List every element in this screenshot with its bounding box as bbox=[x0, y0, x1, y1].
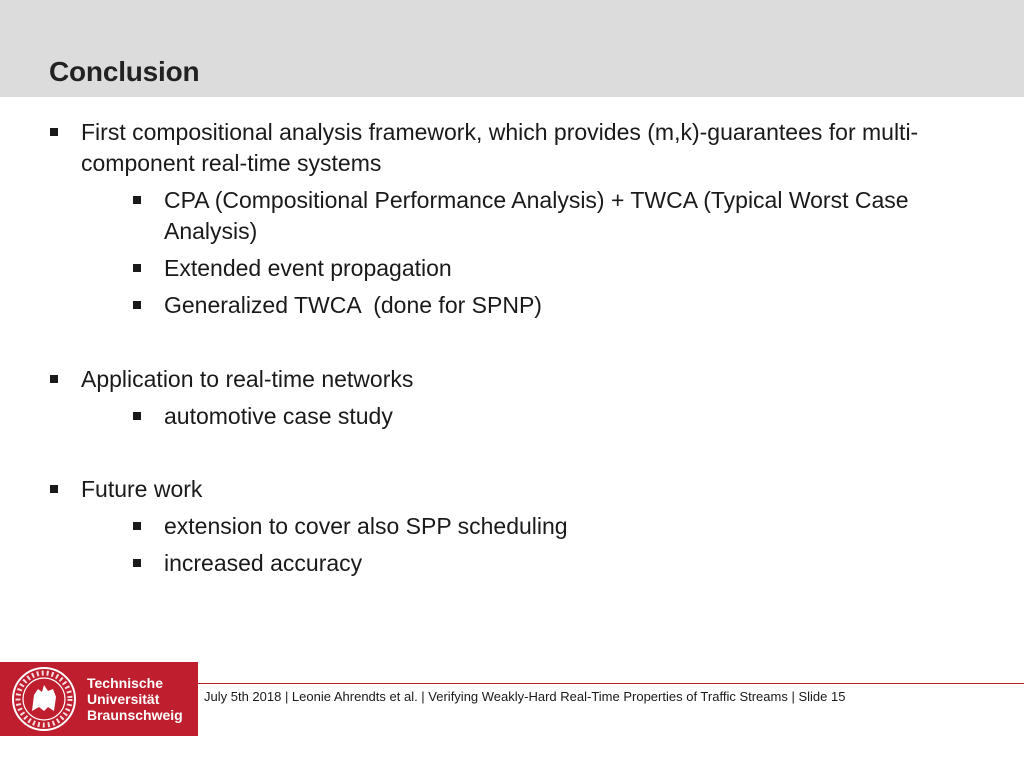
footer-citation: July 5th 2018 | Leonie Ahrendts et al. | Verifying Weakly-Hard Real-Time Properties of Traffic Streams | Slide 15 bbox=[204, 689, 846, 704]
sub-bullet-item bbox=[164, 548, 954, 579]
university-logo bbox=[0, 662, 198, 736]
slide-title: Conclusion bbox=[49, 56, 200, 87]
logo-line: Technische bbox=[87, 675, 163, 691]
square-bullet-icon bbox=[50, 128, 58, 136]
bullet-text: First compositional analysis framework, which provides (m,k)-guarantees for multi-component real-time systems bbox=[81, 119, 919, 176]
square-bullet-icon bbox=[50, 485, 58, 493]
square-bullet-icon bbox=[50, 375, 58, 383]
logo-wordmark bbox=[87, 675, 183, 723]
bullet-item bbox=[81, 117, 961, 179]
bullet-text: Application to real-time networks bbox=[81, 366, 414, 392]
university-seal-icon bbox=[10, 665, 78, 733]
bullet-text: Future work bbox=[81, 476, 203, 502]
bullet-text: automotive case study bbox=[164, 403, 393, 429]
square-bullet-icon bbox=[133, 196, 141, 204]
sub-bullet-item bbox=[164, 401, 954, 432]
sub-bullet-item bbox=[164, 253, 954, 284]
square-bullet-icon bbox=[133, 301, 141, 309]
sub-bullet-item bbox=[164, 511, 954, 542]
square-bullet-icon bbox=[133, 412, 141, 420]
footer-divider bbox=[198, 683, 1024, 684]
logo-line: Universität bbox=[87, 691, 160, 707]
square-bullet-icon bbox=[133, 522, 141, 530]
bullet-item bbox=[81, 364, 961, 395]
bullet-text: CPA (Compositional Performance Analysis) + TWCA (Typical Worst Case Analysis) bbox=[164, 187, 909, 244]
bullet-text: increased accuracy bbox=[164, 550, 363, 576]
logo-line: Braunschweig bbox=[87, 707, 183, 723]
bullet-item bbox=[81, 474, 961, 505]
bullet-text: Extended event propagation bbox=[164, 255, 452, 281]
sub-bullet-item bbox=[164, 290, 954, 321]
bullet-text: extension to cover also SPP scheduling bbox=[164, 513, 568, 539]
bullet-text: Generalized TWCA (done for SPNP) bbox=[164, 292, 542, 318]
square-bullet-icon bbox=[133, 559, 141, 567]
square-bullet-icon bbox=[133, 264, 141, 272]
sub-bullet-item bbox=[164, 185, 954, 247]
